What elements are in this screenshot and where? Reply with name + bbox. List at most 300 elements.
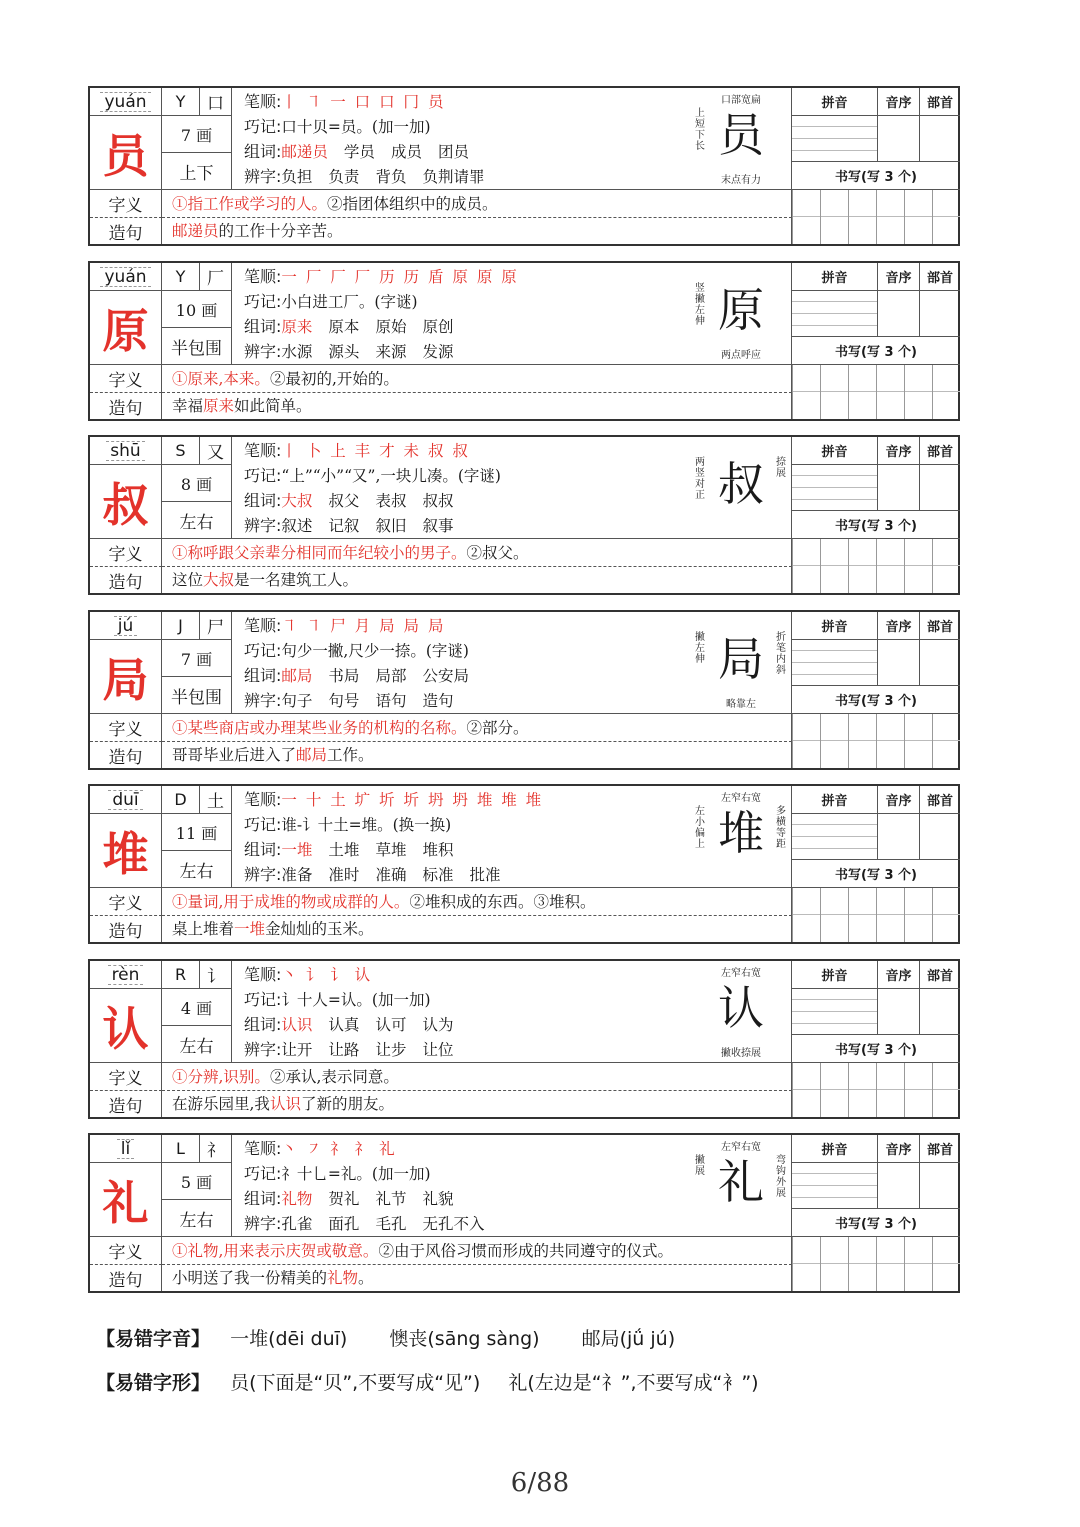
bushou-write-box[interactable]	[920, 814, 960, 860]
guide-left: 左 小 偏 上	[695, 806, 705, 850]
sentence-label: 造句	[90, 916, 162, 942]
pron-item: 一堆(dēi duī)	[230, 1328, 348, 1350]
compare-word: 叙述	[281, 517, 313, 535]
guide-character: 叔	[718, 457, 764, 511]
word: 叔叔	[422, 492, 454, 510]
guide-right: 捺 展	[776, 457, 786, 479]
stroke-order: 一 十 土 圹 圻 圻 坍 坍 堆 堆 堆	[281, 791, 544, 809]
word: 认为	[422, 1016, 454, 1034]
mnemonic-line	[244, 114, 690, 139]
sentence-label: 造句	[90, 742, 162, 768]
character-card	[88, 959, 960, 1119]
main-character: 礼	[90, 1163, 162, 1237]
structure: 半包围	[162, 677, 232, 714]
pinyin-header: 拼音	[792, 961, 878, 989]
compare-word: 源头	[328, 343, 360, 361]
stroke-order-label: 笔顺:	[244, 965, 282, 984]
sentence-post: 工作。	[327, 746, 374, 764]
word: 原创	[422, 318, 454, 336]
compare-word: 让路	[328, 1041, 360, 1059]
words-line	[244, 488, 690, 513]
writing-grid[interactable]	[792, 888, 960, 942]
compare-line	[244, 1211, 690, 1236]
bushou-header: 部首	[920, 786, 960, 814]
meaning-label: 字义	[90, 190, 162, 218]
radical: 厂	[200, 263, 232, 291]
main-character: 叔	[90, 465, 162, 539]
form-item: 员(下面是“贝”,不要写成“见”)	[230, 1372, 481, 1394]
yinxu-header: 音序	[878, 961, 920, 989]
words-label: 组词:	[244, 1015, 282, 1034]
guide-character: 局	[718, 632, 764, 686]
compare-label: 辨字:	[244, 691, 282, 710]
sentence-post: 金灿灿的玉米。	[265, 920, 374, 938]
stroke-order: 丶 讠 讠 认	[281, 966, 373, 984]
stroke-order-line	[244, 787, 690, 812]
stroke-order-label: 笔顺:	[244, 267, 282, 286]
compare-label: 辨字:	[244, 1214, 282, 1233]
compare-word: 标准	[422, 866, 454, 884]
compare-word: 让位	[422, 1041, 454, 1059]
guide-right: 多 横 等 距	[776, 806, 786, 850]
yinxu-header: 音序	[878, 88, 920, 116]
info-block	[232, 437, 690, 539]
sentence	[162, 1265, 792, 1291]
meaning-label: 字义	[90, 714, 162, 742]
stroke-count: 10 画	[162, 291, 232, 328]
word-highlight: 大叔	[281, 492, 313, 510]
guide-top: 左窄右宽	[721, 968, 761, 979]
structure: 上下	[162, 153, 232, 190]
guide-right: 折 笔 内 斜	[776, 632, 786, 676]
word-highlight: 礼物	[281, 1190, 313, 1208]
writing-header: 书写(写 3 个)	[792, 686, 960, 714]
pinyin-cell	[90, 961, 162, 989]
bushou-write-box[interactable]	[920, 116, 960, 162]
yinxu-write-box[interactable]	[878, 291, 920, 337]
words-label: 组词:	[244, 142, 282, 161]
writing-header: 书写(写 3 个)	[792, 1209, 960, 1237]
pinyin: jú	[114, 616, 138, 636]
compare-label: 辨字:	[244, 865, 282, 884]
mnemonic-line	[244, 638, 690, 663]
writing-grid[interactable]	[792, 365, 960, 419]
bushou-write-box[interactable]	[920, 291, 960, 337]
sentence-pre: 幸福	[172, 397, 204, 415]
writing-guide	[690, 1135, 792, 1237]
form-errors	[96, 1368, 795, 1395]
guide-bottom: 撇收捺展	[721, 1048, 761, 1059]
word: 贺礼	[328, 1190, 360, 1208]
meaning-label: 字义	[90, 539, 162, 567]
compare-word: 负荆请罪	[422, 168, 485, 186]
meaning	[162, 714, 792, 742]
pronunciation-errors	[96, 1324, 711, 1351]
sentence-post: 的工作十分辛苦。	[218, 222, 343, 240]
compare-word: 句子	[281, 692, 313, 710]
pinyin-header: 拼音	[792, 263, 878, 291]
stroke-order-line	[244, 613, 690, 638]
meaning-label: 字义	[90, 888, 162, 916]
sentence-highlight: 礼物	[327, 1269, 359, 1287]
meaning	[162, 1237, 792, 1265]
meaning	[162, 539, 792, 567]
sentence-post: 了新的朋友。	[300, 1095, 394, 1113]
stroke-order-label: 笔顺:	[244, 441, 282, 460]
guide-top: 左窄右宽	[721, 793, 761, 804]
main-character: 员	[90, 116, 162, 190]
pron-item: 邮局(jǘ jú)	[581, 1328, 676, 1350]
pinyin: rèn	[108, 965, 144, 985]
stroke-count: 8 画	[162, 465, 232, 502]
stroke-count: 7 画	[162, 116, 232, 153]
compare-line	[244, 1037, 690, 1062]
stroke-count: 5 画	[162, 1163, 232, 1200]
compare-word: 让开	[281, 1041, 313, 1059]
mnemonic-line	[244, 812, 690, 837]
sentence-post: 。	[358, 1269, 374, 1287]
sentence-highlight: 认识	[269, 1095, 301, 1113]
compare-word: 让步	[375, 1041, 407, 1059]
writing-grid[interactable]	[792, 1237, 960, 1291]
yinxu-write-box[interactable]	[878, 1163, 920, 1209]
word: 原本	[328, 318, 360, 336]
compare-word: 毛孔	[375, 1215, 407, 1233]
sentence	[162, 393, 792, 419]
mnemonic-label: 巧记:	[244, 1164, 282, 1183]
compare-word: 来源	[375, 343, 407, 361]
guide-top: 左窄右宽	[721, 1142, 761, 1153]
compare-label: 辨字:	[244, 516, 282, 535]
yinxu-header: 音序	[878, 263, 920, 291]
mnemonic: 小白进工厂。(字谜)	[281, 293, 418, 311]
pinyin-cell	[90, 612, 162, 640]
character-card	[88, 435, 960, 595]
form-item: 礼(左边是“礻”,不要写成“衤”)	[508, 1372, 759, 1394]
words-label: 组词:	[244, 666, 282, 685]
stroke-count: 4 画	[162, 989, 232, 1026]
word: 原始	[375, 318, 407, 336]
bushou-header: 部首	[920, 88, 960, 116]
writing-header: 书写(写 3 个)	[792, 860, 960, 888]
stroke-order: 丨 卜 上 丰 才 未 叔 叔	[281, 442, 470, 460]
pinyin-header: 拼音	[792, 437, 878, 465]
info-block	[232, 961, 690, 1063]
bushou-header: 部首	[920, 437, 960, 465]
sentence-pre: 在游乐园里,我	[172, 1095, 270, 1113]
initial-letter: Y	[162, 88, 200, 116]
words-line	[244, 1012, 690, 1037]
pinyin-write-box[interactable]	[792, 116, 878, 162]
sentence-post: 如此简单。	[234, 397, 312, 415]
yinxu-header: 音序	[878, 786, 920, 814]
sentence-label: 造句	[90, 1265, 162, 1291]
writing-grid[interactable]	[792, 539, 960, 593]
stroke-order: ㇕ ㇕ 尸 月 局 局 局	[281, 617, 446, 635]
guide-character: 礼	[718, 1155, 764, 1209]
meaning-highlight: ①某些商店或办理某些业务的机构的名称。	[172, 719, 467, 737]
word: 公安局	[422, 667, 469, 685]
main-character: 认	[90, 989, 162, 1063]
stroke-order: 丶 ㇇ 礻 礻 礼	[281, 1140, 397, 1158]
bushou-header: 部首	[920, 1135, 960, 1163]
bushou-header: 部首	[920, 612, 960, 640]
initial-letter: S	[162, 437, 200, 465]
compare-word: 造句	[422, 692, 454, 710]
pinyin-header: 拼音	[792, 786, 878, 814]
guide-bottom: 略靠左	[726, 699, 756, 710]
word-highlight: 邮局	[281, 667, 313, 685]
guide-character: 原	[718, 283, 764, 337]
words-line	[244, 314, 690, 339]
word: 学员	[343, 143, 375, 161]
pinyin-write-box[interactable]	[792, 989, 878, 1035]
stroke-order-label: 笔顺:	[244, 790, 282, 809]
guide-left: 撇 展	[695, 1155, 705, 1177]
sentence-highlight: 大叔	[203, 571, 235, 589]
stroke-order-line	[244, 1136, 690, 1161]
compare-word: 背负	[375, 168, 407, 186]
writing-header: 书写(写 3 个)	[792, 1035, 960, 1063]
writing-header: 书写(写 3 个)	[792, 162, 960, 190]
structure: 左右	[162, 851, 232, 888]
compare-word: 准确	[375, 866, 407, 884]
writing-grid[interactable]	[792, 190, 960, 244]
meaning-label: 字义	[90, 1237, 162, 1265]
pron-item: 懊丧(sāng sàng)	[389, 1328, 540, 1350]
pinyin-cell	[90, 1135, 162, 1163]
word: 土堆	[328, 841, 360, 859]
word: 认可	[375, 1016, 407, 1034]
guide-bottom: 两点呼应	[721, 350, 761, 361]
guide-character: 员	[718, 108, 764, 162]
compare-line	[244, 862, 690, 887]
info-block	[232, 263, 690, 365]
words-label: 组词:	[244, 317, 282, 336]
yinxu-write-box[interactable]	[878, 116, 920, 162]
meaning-rest: ②堆积成的东西。③堆积。	[409, 893, 596, 911]
guide-top: 口部宽扁	[721, 95, 761, 106]
mnemonic-label: 巧记:	[244, 117, 282, 136]
mnemonic: 礻十乚=礼。(加一加)	[281, 1165, 431, 1183]
yinxu-write-box[interactable]	[878, 640, 920, 686]
words-label: 组词:	[244, 491, 282, 510]
mnemonic-label: 巧记:	[244, 292, 282, 311]
guide-left: 竖 撇 左 伸	[695, 283, 705, 327]
character-card	[88, 784, 960, 944]
initial-letter: R	[162, 961, 200, 989]
sentence-highlight: 一堆	[234, 920, 266, 938]
mnemonic-label: 巧记:	[244, 466, 282, 485]
radical: 土	[200, 786, 232, 814]
radical: 尸	[200, 612, 232, 640]
main-character: 原	[90, 291, 162, 365]
structure: 左右	[162, 502, 232, 539]
meaning	[162, 1063, 792, 1091]
word: 礼貌	[422, 1190, 454, 1208]
yinxu-header: 音序	[878, 612, 920, 640]
pron-header: 【易错字音】	[96, 1328, 211, 1350]
compare-line	[244, 688, 690, 713]
word: 礼节	[375, 1190, 407, 1208]
compare-word: 记叙	[328, 517, 360, 535]
compare-word: 发源	[422, 343, 454, 361]
meaning-rest: ②叔父。	[466, 544, 529, 562]
meaning-rest: ②指团体组织中的成员。	[327, 195, 498, 213]
guide-left: 撇 左 伸	[695, 632, 705, 665]
writing-header: 书写(写 3 个)	[792, 511, 960, 539]
word: 书局	[328, 667, 360, 685]
pinyin-cell	[90, 263, 162, 291]
words-label: 组词:	[244, 1189, 282, 1208]
page-number: 6/88	[510, 1468, 570, 1498]
sentence-pre: 桌上堆着	[172, 920, 235, 938]
stroke-order-label: 笔顺:	[244, 92, 282, 111]
stroke-count: 7 画	[162, 640, 232, 677]
meaning-rest: ②部分。	[466, 719, 529, 737]
pinyin: yuán	[100, 92, 150, 112]
compare-line	[244, 513, 690, 538]
words-line	[244, 1186, 690, 1211]
meaning-highlight: ①原来,本来。	[172, 370, 270, 388]
compare-word: 水源	[281, 343, 313, 361]
compare-line	[244, 164, 690, 189]
pinyin-write-box[interactable]	[792, 1163, 878, 1209]
bushou-write-box[interactable]	[920, 465, 960, 511]
word: 认真	[328, 1016, 360, 1034]
bushou-write-box[interactable]	[920, 640, 960, 686]
mnemonic-line	[244, 1161, 690, 1186]
compare-label: 辨字:	[244, 1040, 282, 1059]
radical: 礻	[200, 1135, 232, 1163]
guide-bottom: 末点有力	[721, 175, 761, 186]
writing-grid[interactable]	[792, 1063, 960, 1117]
mnemonic-label: 巧记:	[244, 990, 282, 1009]
mnemonic-line	[244, 463, 690, 488]
sentence-pre: 这位	[172, 571, 204, 589]
mnemonic-label: 巧记:	[244, 815, 282, 834]
writing-guide	[690, 961, 792, 1063]
sentence	[162, 567, 792, 593]
yinxu-write-box[interactable]	[878, 814, 920, 860]
compare-word: 语句	[375, 692, 407, 710]
sentence	[162, 218, 792, 244]
sentence-label: 造句	[90, 1091, 162, 1117]
compare-word: 孔雀	[281, 1215, 313, 1233]
meaning	[162, 190, 792, 218]
meaning-label: 字义	[90, 1063, 162, 1091]
mnemonic-line	[244, 289, 690, 314]
stroke-order-label: 笔顺:	[244, 616, 282, 635]
character-card	[88, 86, 960, 246]
initial-letter: L	[162, 1135, 200, 1163]
pinyin-header: 拼音	[792, 1135, 878, 1163]
character-card	[88, 1133, 960, 1293]
compare-word: 负担	[281, 168, 313, 186]
meaning-highlight: ①分辨,识别。	[172, 1068, 270, 1086]
compare-word: 无孔不入	[422, 1215, 485, 1233]
sentence	[162, 916, 792, 942]
word: 表叔	[375, 492, 407, 510]
sentence-label: 造句	[90, 218, 162, 244]
pinyin-write-box[interactable]	[792, 814, 878, 860]
word-highlight: 邮递员	[281, 143, 328, 161]
pinyin-header: 拼音	[792, 612, 878, 640]
meaning	[162, 888, 792, 916]
stroke-order: 丨 ㇕ 一 口 口 冂 员	[281, 93, 446, 111]
bushou-write-box[interactable]	[920, 1163, 960, 1209]
mnemonic-line	[244, 987, 690, 1012]
writing-guide	[690, 612, 792, 714]
sentence-label: 造句	[90, 567, 162, 593]
info-block	[232, 88, 690, 190]
character-card	[88, 261, 960, 421]
sentence-label: 造句	[90, 393, 162, 419]
bushou-header: 部首	[920, 263, 960, 291]
compare-word: 准备	[281, 866, 313, 884]
guide-character: 堆	[718, 806, 764, 860]
pinyin-cell	[90, 88, 162, 116]
sentence	[162, 742, 792, 768]
word: 草堆	[375, 841, 407, 859]
sentence-pre: 小明送了我一份精美的	[172, 1269, 328, 1287]
meaning-highlight: ①指工作或学习的人。	[172, 195, 328, 213]
radical: 口	[200, 88, 232, 116]
initial-letter: Y	[162, 263, 200, 291]
mnemonic: 谁-讠十土=堆。(换一换)	[281, 816, 452, 834]
writing-guide	[690, 437, 792, 539]
word: 堆积	[422, 841, 454, 859]
words-label: 组词:	[244, 840, 282, 859]
mnemonic: 口十贝=员。(加一加)	[281, 118, 431, 136]
structure: 左右	[162, 1026, 232, 1063]
yinxu-write-box[interactable]	[878, 989, 920, 1035]
sentence-post: 是一名建筑工人。	[234, 571, 359, 589]
meaning	[162, 365, 792, 393]
stroke-order-line	[244, 438, 690, 463]
mnemonic-label: 巧记:	[244, 641, 282, 660]
form-header: 【易错字形】	[96, 1372, 211, 1394]
main-character: 局	[90, 640, 162, 714]
yinxu-write-box[interactable]	[878, 465, 920, 511]
meaning-rest: ②由于风俗习惯而形成的共同遵守的仪式。	[378, 1242, 673, 1260]
pinyin-write-box[interactable]	[792, 291, 878, 337]
compare-word: 准时	[328, 866, 360, 884]
writing-header: 书写(写 3 个)	[792, 337, 960, 365]
bushou-write-box[interactable]	[920, 989, 960, 1035]
bushou-header: 部首	[920, 961, 960, 989]
mnemonic: 讠十人=认。(加一加)	[281, 991, 431, 1009]
structure: 左右	[162, 1200, 232, 1237]
writing-grid[interactable]	[792, 714, 960, 768]
word: 叔父	[328, 492, 360, 510]
sentence	[162, 1091, 792, 1117]
sentence-pre: 哥哥毕业后进入了	[172, 746, 297, 764]
word-highlight: 认识	[281, 1016, 313, 1034]
pinyin: shū	[106, 441, 144, 461]
stroke-order-label: 笔顺:	[244, 1139, 282, 1158]
info-block	[232, 1135, 690, 1237]
pinyin-write-box[interactable]	[792, 640, 878, 686]
pinyin: lǐ	[117, 1139, 134, 1159]
pinyin-write-box[interactable]	[792, 465, 878, 511]
mnemonic: 句少一撇,尺少一捺。(字谜)	[281, 642, 469, 660]
words-line	[244, 139, 690, 164]
compare-word: 批准	[469, 866, 501, 884]
guide-left: 上 短 下 长	[695, 108, 705, 152]
main-character: 堆	[90, 814, 162, 888]
mnemonic: “上”“小”“又”,一块儿凑。(字谜)	[281, 467, 501, 485]
